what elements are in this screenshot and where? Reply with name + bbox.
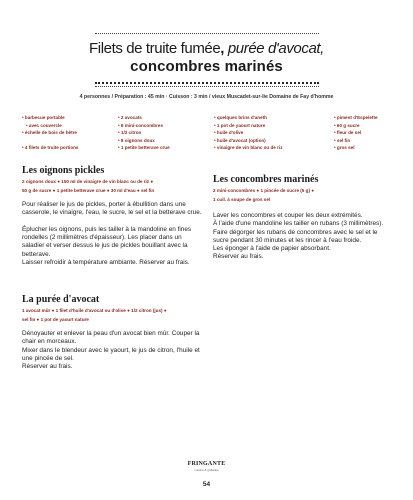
step: Dénoyauter et enlever la peau d'un avocat bien mûr. Couper la chair en morceaux. [22,330,200,346]
avocat-steps [22,330,204,371]
ingredient: • barbecue portable [22,114,79,122]
publisher-logo: FRINGANTE [187,461,226,467]
avocat-ingredients-1: 1 avocat mûr ● 1 filet d'huile d'avocat ou d'olive ● 1/2 citron (jus) ● [22,308,167,313]
publisher-logo-sub: cuisine & grillades [194,468,219,472]
ingredient: • 4 filets de truite portions [22,144,79,152]
avocat-ingredients-2: sel fin ● 1 pot de yaourt nature [22,317,89,322]
concombres-ingredients-1: 2 mini-concombres ● 1 pincée de sucre (5 g) ● [213,188,315,193]
ingredients-col-4 [334,114,378,152]
ingredients-col-2 [118,114,170,152]
ingredients-col-3 [214,114,283,152]
ingredient: • quelques brins d'aneth [214,114,283,122]
recipe-title-line2: concombres marinés [130,58,283,75]
ingredient: • 8 oignons doux [118,137,170,145]
title-part2: purée d'avocat, [224,40,324,57]
oignons-ingredients-1: 2 oignons doux ● 150 ml de vinaigre de vin blanc ou de riz ● [22,179,154,184]
ingredient: • échelle de bois de hêtre [22,129,79,137]
step: Éplucher les oignons, puis les tailler à la mandoline en fines rondelles (2 millimètres d'épaisseur). Les placer dans un saladier et verser dessus le jus de pickles bouillant avec la betterave. [22,225,192,258]
ingredient: • huile d'olive [214,129,283,137]
recipe-title-line1 [0,40,413,58]
oignons-steps [22,201,204,276]
title-part1: Filets de truite fumée [89,40,221,57]
ingredient: • fleur de sel [334,129,378,137]
title-divider-2 [95,86,319,87]
title-comma: , [220,40,225,57]
step: Réserver au frais. [213,253,264,261]
step: Laisser refroidir à température ambiante. Réserver au frais. [22,259,190,267]
top-divider [95,33,319,34]
section-heading-oignons: Les oignons pickles [22,165,105,176]
oignons-ingredients-2: 50 g de sucre ● 1 petite betterave crue ● 30 ml d'eau ● sel fin [22,188,155,193]
ingredients-col-1 [22,114,79,152]
ingredient: • 1 petite betterave crue [118,144,170,152]
ingredient: • 60 g sucre [334,122,378,130]
ingredient: • huile d'avocat (option) [214,137,283,145]
ingredient: • 1 pot de yaourt nature [214,122,283,130]
page-number: 54 [202,481,211,488]
step: Les éponger à l'aide de papier absorbant. [213,245,331,253]
title-divider-1 [95,82,319,84]
ingredient: • 8 mini-concombres [118,122,170,130]
ingredient: • sel fin [334,137,378,145]
ingredient: • 1/2 citron [118,129,170,137]
ingredient: • piment d'Espelette [334,114,378,122]
ingredient-cont: • avec couvercle [22,122,79,130]
step: Réserver au frais. [22,363,73,371]
step: Mixer dans le blendeur avec le yaourt, le jus de citron, l'huile et une pincée de sel. [22,346,200,362]
concombres-steps [213,212,393,262]
section-heading-concombres: Les concombres marinés [213,174,319,185]
step: À l'aide d'une mandoline les tailler en rubans (3 millimètres). Faire dégorger les rubans de concombres avec le sel et le sucre pendant 30 minutes et les rincer à l'eau froide. [213,220,384,244]
ingredient: • gros sel [334,144,378,152]
step: Laver les concombres et couper les deux extrémités. [213,212,363,219]
concombres-ingredients-2: 1 cuil. à soupe de gros sel [213,197,271,202]
section-heading-avocat: La purée d'avocat [22,294,100,305]
ingredient: • 2 avocats [118,114,170,122]
recipe-meta: 4 personnes / Préparation : 45 min · Cuisson : 3 min / vieux Muscadet-sur-lie Domaine de Fay d'homme [79,94,334,100]
step: Pour réaliser le jus de pickles, porter à ébullition dans une casserole, le vinaigre, l'eau, le sucre, le sel et la betterave crue. [22,201,202,217]
ingredient: • vinaigre de vin blanc ou de riz [214,144,283,152]
